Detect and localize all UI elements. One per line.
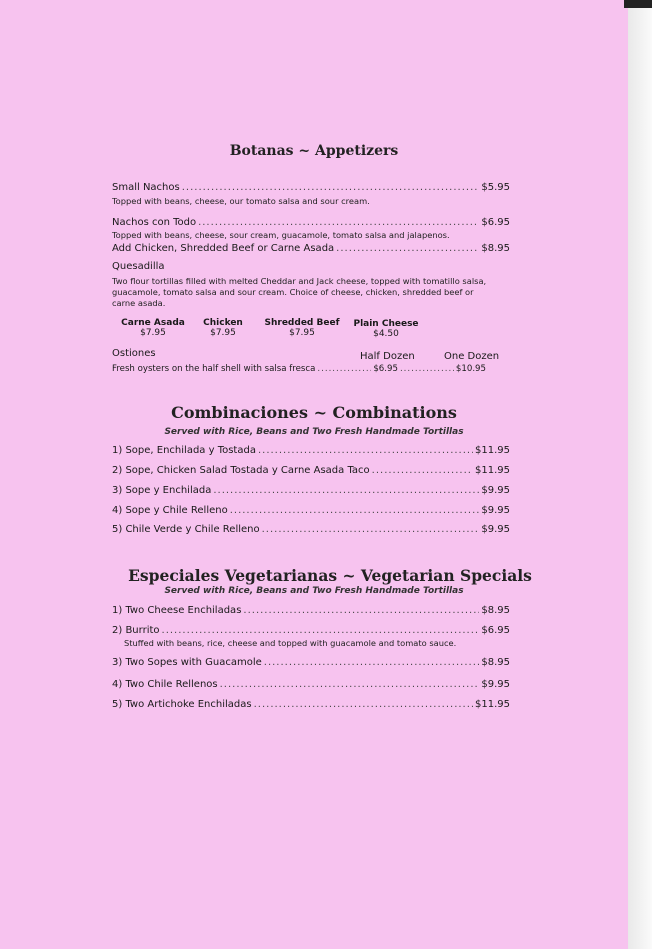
quesadilla-description: Two flour tortillas filled with melted Cheddar and Jack cheese, topped with tomatillo salsa, guacamole, tomato salsa and sour cream. Choice of cheese, chicken, shredded beef or carne asada. [112, 276, 487, 308]
leader-dots [182, 182, 480, 193]
leader-dots [162, 625, 480, 636]
item-price: $9.95 [481, 679, 510, 690]
item-description: Stuffed with beans, rice, cheese and topped with guacamole and tomato sauce. [124, 638, 457, 648]
item-name: Add Chicken, Shredded Beef or Carne Asada [112, 243, 335, 254]
leader-dots [264, 657, 480, 668]
page-edge [628, 0, 652, 949]
half-price: $6.95 [373, 364, 398, 374]
item-name: 5) Two Artichoke Enchiladas [112, 699, 252, 710]
option-label: Plain Cheese [353, 319, 419, 329]
leader-dots [243, 605, 479, 616]
item-price: $6.95 [481, 625, 510, 636]
item-price: $9.95 [481, 524, 510, 535]
item-price: $8.95 [481, 657, 510, 668]
leader-dots [198, 217, 479, 228]
appetizers-title: Botanas ~ Appetizers [229, 143, 399, 159]
item-name: Small Nachos [112, 182, 180, 193]
item-price: $11.95 [475, 465, 510, 476]
item-description: Fresh oysters on the half shell with salsa fresca [112, 364, 316, 374]
vegetarian-item [112, 625, 510, 636]
leader-dots [372, 465, 473, 476]
item-name: 4) Sope y Chile Relleno [112, 505, 228, 516]
ostiones-name: Ostiones [112, 348, 156, 359]
item-name: 5) Chile Verde y Chile Relleno [112, 524, 260, 535]
option-label: Chicken [203, 318, 243, 328]
item-price: $6.95 [481, 217, 510, 228]
ostiones-prices [112, 364, 486, 374]
quesadilla-name: Quesadilla [112, 261, 165, 272]
combination-item [112, 465, 510, 476]
item-name: 3) Two Sopes with Guacamole [112, 657, 262, 668]
item-name: 2) Sope, Chicken Salad Tostada y Carne Asada Taco [112, 465, 370, 476]
vegetarian-item [112, 679, 510, 690]
leader-dots [258, 445, 473, 456]
vegetarian-item [112, 699, 510, 710]
item-description: Topped with beans, cheese, our tomato salsa and sour cream. [112, 196, 370, 206]
combination-item [112, 485, 510, 496]
item-price: $8.95 [481, 243, 510, 254]
leader-dots [220, 679, 480, 690]
vegetarian-item [112, 657, 510, 668]
quesadilla-option-plain-cheese [353, 319, 419, 339]
leader-dots [336, 243, 479, 254]
option-price: $7.95 [140, 328, 166, 338]
option-label: Carne Asada [121, 318, 185, 328]
option-price: $7.95 [289, 328, 315, 338]
scan-corner [624, 0, 652, 8]
menu-item-small-nachos [112, 182, 510, 193]
menu-item-nachos-con-todo [112, 217, 510, 228]
item-price: $8.95 [481, 605, 510, 616]
item-name: 1) Two Cheese Enchiladas [112, 605, 242, 616]
vegetarian-item [112, 605, 510, 616]
item-description: Topped with beans, cheese, sour cream, guacamole, tomato salsa and jalapenos. [112, 230, 450, 240]
item-name: 3) Sope y Enchilada [112, 485, 212, 496]
item-name: Nachos con Todo [112, 217, 197, 228]
item-name: 4) Two Chile Rellenos [112, 679, 218, 690]
combination-item [112, 505, 510, 516]
ostiones-dozen-label: One Dozen [444, 351, 500, 362]
item-price: $11.95 [475, 445, 510, 456]
combinations-subtitle: Served with Rice, Beans and Two Fresh Handmade Tortillas [164, 427, 464, 437]
quesadilla-option-chicken [198, 318, 248, 338]
item-name: 2) Burrito [112, 625, 160, 636]
item-price: $5.95 [481, 182, 510, 193]
item-price: $9.95 [481, 505, 510, 516]
option-label: Shredded Beef [264, 318, 340, 328]
vegetarian-title: Especiales Vegetarianas ~ Vegetarian Specials [128, 566, 532, 585]
vegetarian-subtitle: Served with Rice, Beans and Two Fresh Handmade Tortillas [164, 586, 464, 596]
leader-dots [213, 485, 479, 496]
leader-dots [254, 699, 473, 710]
quesadilla-option-shredded-beef [264, 318, 340, 338]
leader-dots [262, 524, 480, 535]
combination-item [112, 524, 510, 535]
quesadilla-option-carne-asada [118, 318, 188, 338]
menu-item-add-meat [112, 243, 510, 254]
leader-dots [400, 364, 454, 374]
leader-dots [317, 364, 371, 374]
option-price: $7.95 [210, 328, 236, 338]
item-name: 1) Sope, Enchilada y Tostada [112, 445, 256, 456]
leader-dots [230, 505, 480, 516]
item-price: $9.95 [481, 485, 510, 496]
option-price: $4.50 [373, 329, 399, 339]
dozen-price: $10.95 [455, 364, 486, 374]
ostiones-half-label: Half Dozen [360, 351, 415, 362]
item-price: $11.95 [475, 699, 510, 710]
combinations-title: Combinaciones ~ Combinations [171, 403, 457, 422]
combination-item [112, 445, 510, 456]
